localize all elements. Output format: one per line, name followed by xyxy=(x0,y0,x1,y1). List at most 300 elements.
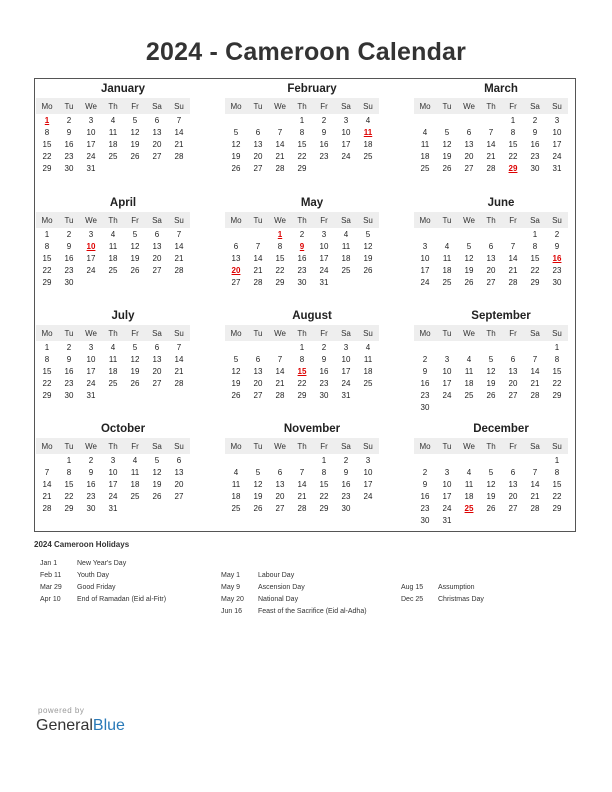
month-november xyxy=(225,422,379,514)
weekday-label: Th xyxy=(108,215,118,225)
day-cell: 28 xyxy=(508,277,518,287)
day-cell: 1 xyxy=(299,115,305,125)
day-cell: 19 xyxy=(231,151,241,161)
day-cell: 31 xyxy=(86,390,96,400)
day-cell: 11 xyxy=(442,253,452,263)
day-cell: 7 xyxy=(299,467,305,477)
week-row xyxy=(36,162,190,174)
month-october xyxy=(36,422,190,514)
day-cell: 13 xyxy=(231,253,241,263)
day-cell: 13 xyxy=(152,127,162,137)
day-cell: 2 xyxy=(422,354,428,364)
day-cell: 7 xyxy=(532,354,538,364)
day-cell: 1 xyxy=(44,229,50,239)
month-june xyxy=(414,196,568,288)
day-cell: 15 xyxy=(319,479,329,489)
day-cell: 2 xyxy=(554,229,560,239)
week-row xyxy=(36,150,190,162)
weekday-header xyxy=(225,98,379,114)
day-cell: 16 xyxy=(86,479,96,489)
day-cell: 10 xyxy=(86,354,96,364)
day-cell: 16 xyxy=(420,378,430,388)
day-cell: 27 xyxy=(486,277,496,287)
weekday-label: Fr xyxy=(509,328,517,338)
day-cell: 27 xyxy=(152,265,162,275)
day-cell: 27 xyxy=(152,378,162,388)
day-cell: 23 xyxy=(319,378,329,388)
day-cell: 9 xyxy=(343,467,349,477)
day-cell: 23 xyxy=(530,151,540,161)
day-cell: 5 xyxy=(488,467,494,477)
day-cell: 20 xyxy=(253,151,263,161)
day-cell: 20 xyxy=(152,253,162,263)
day-cell: 19 xyxy=(442,151,452,161)
holiday-item xyxy=(40,558,166,570)
day-cell: 17 xyxy=(341,139,351,149)
weekday-label: Tu xyxy=(442,101,452,111)
day-cell: 4 xyxy=(365,115,371,125)
day-cell: 7 xyxy=(176,229,182,239)
day-cell: 17 xyxy=(341,366,351,376)
logo-general-text: General xyxy=(36,717,93,734)
week-row xyxy=(36,490,190,502)
week-row xyxy=(225,162,379,174)
day-cell: 24 xyxy=(442,390,452,400)
weekday-label: We xyxy=(85,441,97,451)
week-row xyxy=(225,454,379,466)
weekday-label: Mo xyxy=(41,101,53,111)
day-cell: 3 xyxy=(88,229,94,239)
holiday-name: Christmas Day xyxy=(438,596,484,603)
day-cell: 8 xyxy=(66,467,72,477)
week-row xyxy=(414,150,568,162)
day-cell: 16 xyxy=(64,366,74,376)
day-cell: 16 xyxy=(319,366,329,376)
holiday-day-cell: 1 xyxy=(44,115,50,125)
weekday-label: Sa xyxy=(152,441,162,451)
day-cell: 11 xyxy=(108,354,118,364)
week-row xyxy=(414,252,568,264)
weekday-label: Th xyxy=(108,328,118,338)
holiday-name: Good Friday xyxy=(77,584,116,591)
month-july xyxy=(36,309,190,401)
day-cell: 4 xyxy=(110,229,116,239)
week-row xyxy=(36,252,190,264)
weekday-label: Mo xyxy=(419,328,431,338)
day-cell: 25 xyxy=(130,491,140,501)
day-cell: 20 xyxy=(464,151,474,161)
day-cell: 21 xyxy=(275,151,285,161)
day-cell: 30 xyxy=(86,503,96,513)
day-cell: 17 xyxy=(319,253,329,263)
weekday-label: We xyxy=(85,215,97,225)
holiday-date: Aug 15 xyxy=(401,584,424,591)
day-cell: 29 xyxy=(42,390,52,400)
day-cell: 31 xyxy=(442,515,452,525)
week-row xyxy=(225,377,379,389)
weekday-label: Mo xyxy=(230,328,242,338)
holiday-day-cell: 1 xyxy=(277,229,283,239)
day-cell: 12 xyxy=(130,241,140,251)
weekday-label: Th xyxy=(486,441,496,451)
day-cell: 29 xyxy=(64,503,74,513)
day-cell: 14 xyxy=(530,366,540,376)
day-cell: 26 xyxy=(486,390,496,400)
day-cell: 15 xyxy=(297,139,307,149)
week-row xyxy=(414,478,568,490)
day-cell: 31 xyxy=(341,390,351,400)
day-cell: 9 xyxy=(532,127,538,137)
day-cell: 17 xyxy=(442,491,452,501)
day-cell: 2 xyxy=(532,115,538,125)
weekday-label: Sa xyxy=(152,101,162,111)
day-cell: 29 xyxy=(297,390,307,400)
day-cell: 28 xyxy=(486,163,496,173)
week-row xyxy=(225,389,379,401)
day-cell: 17 xyxy=(86,139,96,149)
day-cell: 19 xyxy=(486,491,496,501)
day-cell: 2 xyxy=(299,229,305,239)
day-cell: 13 xyxy=(152,241,162,251)
weekday-label: Mo xyxy=(230,215,242,225)
day-cell: 12 xyxy=(231,139,241,149)
weekday-label: Sa xyxy=(530,441,540,451)
day-cell: 19 xyxy=(486,378,496,388)
holiday-item xyxy=(221,582,367,594)
weekday-label: Su xyxy=(174,215,184,225)
week-row xyxy=(225,264,379,276)
week-row xyxy=(225,353,379,365)
day-cell: 19 xyxy=(231,378,241,388)
day-cell: 26 xyxy=(130,265,140,275)
month-name: October xyxy=(100,423,146,435)
holiday-name: Labour Day xyxy=(258,572,295,579)
day-cell: 12 xyxy=(130,127,140,137)
day-cell: 14 xyxy=(275,366,285,376)
day-cell: 4 xyxy=(466,354,472,364)
day-cell: 22 xyxy=(552,378,562,388)
day-cell: 14 xyxy=(275,139,285,149)
weekday-label: Mo xyxy=(419,215,431,225)
day-cell: 21 xyxy=(275,378,285,388)
day-cell: 16 xyxy=(297,253,307,263)
weekday-label: We xyxy=(463,101,475,111)
day-cell: 20 xyxy=(486,265,496,275)
day-cell: 20 xyxy=(253,378,263,388)
day-cell: 21 xyxy=(174,139,184,149)
week-row xyxy=(414,466,568,478)
weekday-header xyxy=(225,438,379,454)
day-cell: 1 xyxy=(299,342,305,352)
weekday-label: Fr xyxy=(131,101,139,111)
day-cell: 6 xyxy=(488,241,494,251)
day-cell: 5 xyxy=(488,354,494,364)
day-cell: 30 xyxy=(552,277,562,287)
day-cell: 23 xyxy=(64,151,74,161)
holiday-date: Apr 10 xyxy=(40,596,61,603)
day-cell: 23 xyxy=(420,503,430,513)
week-row xyxy=(36,389,190,401)
weekday-label: Sa xyxy=(152,328,162,338)
day-cell: 18 xyxy=(363,366,373,376)
day-cell: 13 xyxy=(508,479,518,489)
weekday-label: Sa xyxy=(341,441,351,451)
day-cell: 16 xyxy=(341,479,351,489)
day-cell: 30 xyxy=(64,390,74,400)
week-row xyxy=(36,138,190,150)
day-cell: 25 xyxy=(464,390,474,400)
day-cell: 21 xyxy=(174,253,184,263)
week-row xyxy=(225,228,379,240)
day-cell: 5 xyxy=(444,127,450,137)
day-cell: 5 xyxy=(132,115,138,125)
day-cell: 23 xyxy=(64,265,74,275)
day-cell: 4 xyxy=(422,127,428,137)
day-cell: 19 xyxy=(130,139,140,149)
day-cell: 3 xyxy=(444,354,450,364)
holiday-column xyxy=(221,570,367,618)
day-cell: 10 xyxy=(442,366,452,376)
day-cell: 30 xyxy=(341,503,351,513)
day-cell: 22 xyxy=(297,378,307,388)
day-cell: 25 xyxy=(341,265,351,275)
holiday-name: National Day xyxy=(258,596,299,603)
day-cell: 17 xyxy=(363,479,373,489)
day-cell: 25 xyxy=(442,277,452,287)
day-cell: 7 xyxy=(255,241,261,251)
week-row xyxy=(225,138,379,150)
day-cell: 10 xyxy=(341,354,351,364)
weekday-label: Fr xyxy=(509,101,517,111)
day-cell: 5 xyxy=(132,229,138,239)
weekday-header xyxy=(414,212,568,228)
weekday-label: We xyxy=(85,328,97,338)
day-cell: 6 xyxy=(510,354,516,364)
day-cell: 13 xyxy=(174,467,184,477)
day-cell: 27 xyxy=(508,390,518,400)
day-cell: 30 xyxy=(420,402,430,412)
weekday-label: Sa xyxy=(152,215,162,225)
holiday-day-cell: 9 xyxy=(299,241,305,251)
day-cell: 28 xyxy=(275,163,285,173)
weekday-header xyxy=(36,438,190,454)
weekday-label: Mo xyxy=(419,101,431,111)
weekday-label: Th xyxy=(486,328,496,338)
weekday-label: Mo xyxy=(230,101,242,111)
weekday-label: Su xyxy=(552,101,562,111)
weekday-label: Fr xyxy=(131,441,139,451)
weekday-label: Tu xyxy=(253,328,263,338)
day-cell: 19 xyxy=(152,479,162,489)
day-cell: 30 xyxy=(530,163,540,173)
day-cell: 1 xyxy=(44,342,50,352)
weekday-label: Tu xyxy=(442,328,452,338)
month-march xyxy=(414,82,568,174)
day-cell: 3 xyxy=(343,342,349,352)
day-cell: 28 xyxy=(275,390,285,400)
day-cell: 20 xyxy=(275,491,285,501)
month-may xyxy=(225,196,379,288)
holiday-name: New Year's Day xyxy=(77,560,127,567)
weekday-label: Tu xyxy=(64,441,74,451)
holiday-date: Jun 16 xyxy=(221,608,243,615)
week-row xyxy=(414,126,568,138)
holiday-date: Feb 11 xyxy=(40,572,62,579)
day-cell: 18 xyxy=(108,366,118,376)
day-cell: 16 xyxy=(64,139,74,149)
day-cell: 21 xyxy=(174,366,184,376)
holiday-item xyxy=(40,594,166,606)
week-row xyxy=(225,240,379,252)
day-cell: 8 xyxy=(532,241,538,251)
day-cell: 26 xyxy=(152,491,162,501)
day-cell: 29 xyxy=(297,163,307,173)
day-cell: 5 xyxy=(154,455,160,465)
day-cell: 3 xyxy=(321,229,327,239)
day-cell: 20 xyxy=(508,378,518,388)
day-cell: 8 xyxy=(510,127,516,137)
week-row xyxy=(414,502,568,514)
weekday-header xyxy=(414,438,568,454)
generalblue-logo[interactable] xyxy=(36,717,125,735)
day-cell: 26 xyxy=(130,151,140,161)
day-cell: 3 xyxy=(422,241,428,251)
day-cell: 25 xyxy=(363,151,373,161)
month-name: August xyxy=(292,310,332,322)
day-cell: 21 xyxy=(508,265,518,275)
weekday-label: Tu xyxy=(64,215,74,225)
week-row xyxy=(36,377,190,389)
weekday-label: Sa xyxy=(341,328,351,338)
day-cell: 26 xyxy=(231,163,241,173)
week-row xyxy=(225,502,379,514)
day-cell: 16 xyxy=(530,139,540,149)
day-cell: 22 xyxy=(319,491,329,501)
week-row xyxy=(414,138,568,150)
weekday-label: Fr xyxy=(320,328,328,338)
month-december xyxy=(414,422,568,526)
day-cell: 12 xyxy=(442,139,452,149)
week-row xyxy=(225,252,379,264)
day-cell: 6 xyxy=(233,241,239,251)
day-cell: 17 xyxy=(86,366,96,376)
day-cell: 9 xyxy=(422,479,428,489)
day-cell: 30 xyxy=(420,515,430,525)
day-cell: 22 xyxy=(275,265,285,275)
day-cell: 8 xyxy=(44,127,50,137)
day-cell: 20 xyxy=(174,479,184,489)
day-cell: 3 xyxy=(88,115,94,125)
weekday-label: Fr xyxy=(320,441,328,451)
day-cell: 10 xyxy=(552,127,562,137)
weekday-label: Mo xyxy=(419,441,431,451)
weekday-label: We xyxy=(85,101,97,111)
day-cell: 25 xyxy=(363,378,373,388)
day-cell: 2 xyxy=(88,455,94,465)
weekday-header xyxy=(414,325,568,341)
weekday-label: We xyxy=(274,328,286,338)
weekday-label: Su xyxy=(363,328,373,338)
day-cell: 9 xyxy=(88,467,94,477)
day-cell: 23 xyxy=(420,390,430,400)
weekday-label: Su xyxy=(552,215,562,225)
day-cell: 19 xyxy=(464,265,474,275)
day-cell: 28 xyxy=(530,390,540,400)
day-cell: 29 xyxy=(319,503,329,513)
day-cell: 24 xyxy=(420,277,430,287)
day-cell: 14 xyxy=(42,479,52,489)
day-cell: 24 xyxy=(86,378,96,388)
week-row xyxy=(225,276,379,288)
week-row xyxy=(36,466,190,478)
week-row xyxy=(225,341,379,353)
day-cell: 12 xyxy=(231,366,241,376)
day-cell: 23 xyxy=(341,491,351,501)
day-cell: 6 xyxy=(466,127,472,137)
day-cell: 11 xyxy=(464,366,474,376)
day-cell: 6 xyxy=(176,455,182,465)
weekday-label: We xyxy=(463,328,475,338)
day-cell: 24 xyxy=(552,151,562,161)
holiday-day-cell: 20 xyxy=(231,265,241,275)
week-row xyxy=(414,401,568,413)
weekday-label: Tu xyxy=(253,101,263,111)
month-january xyxy=(36,82,190,174)
day-cell: 18 xyxy=(363,139,373,149)
weekday-label: Fr xyxy=(320,215,328,225)
day-cell: 15 xyxy=(64,479,74,489)
month-name: June xyxy=(487,197,515,209)
day-cell: 13 xyxy=(152,354,162,364)
day-cell: 2 xyxy=(422,467,428,477)
day-cell: 2 xyxy=(321,115,327,125)
day-cell: 18 xyxy=(108,253,118,263)
weekday-header xyxy=(225,325,379,341)
day-cell: 6 xyxy=(154,115,160,125)
day-cell: 27 xyxy=(152,151,162,161)
weekday-label: Su xyxy=(174,101,184,111)
day-cell: 29 xyxy=(552,390,562,400)
holiday-day-cell: 10 xyxy=(86,241,96,251)
day-cell: 6 xyxy=(154,342,160,352)
month-name: December xyxy=(473,423,529,435)
weekday-label: Th xyxy=(108,441,118,451)
day-cell: 25 xyxy=(420,163,430,173)
weekday-label: Th xyxy=(297,101,307,111)
weekday-label: Th xyxy=(297,328,307,338)
day-cell: 19 xyxy=(130,366,140,376)
day-cell: 20 xyxy=(508,491,518,501)
weekday-label: Fr xyxy=(509,441,517,451)
day-cell: 8 xyxy=(299,354,305,364)
weekday-label: Su xyxy=(363,441,373,451)
day-cell: 15 xyxy=(275,253,285,263)
weekday-label: Sa xyxy=(530,101,540,111)
day-cell: 18 xyxy=(464,378,474,388)
day-cell: 7 xyxy=(176,342,182,352)
month-name: July xyxy=(111,310,135,322)
day-cell: 13 xyxy=(253,139,263,149)
day-cell: 25 xyxy=(108,265,118,275)
week-row xyxy=(414,514,568,526)
holiday-item xyxy=(401,594,484,606)
holiday-item xyxy=(221,594,367,606)
weekday-label: Th xyxy=(486,215,496,225)
day-cell: 14 xyxy=(253,253,263,263)
holiday-date: May 9 xyxy=(221,584,241,591)
day-cell: 17 xyxy=(442,378,452,388)
day-cell: 26 xyxy=(464,277,474,287)
